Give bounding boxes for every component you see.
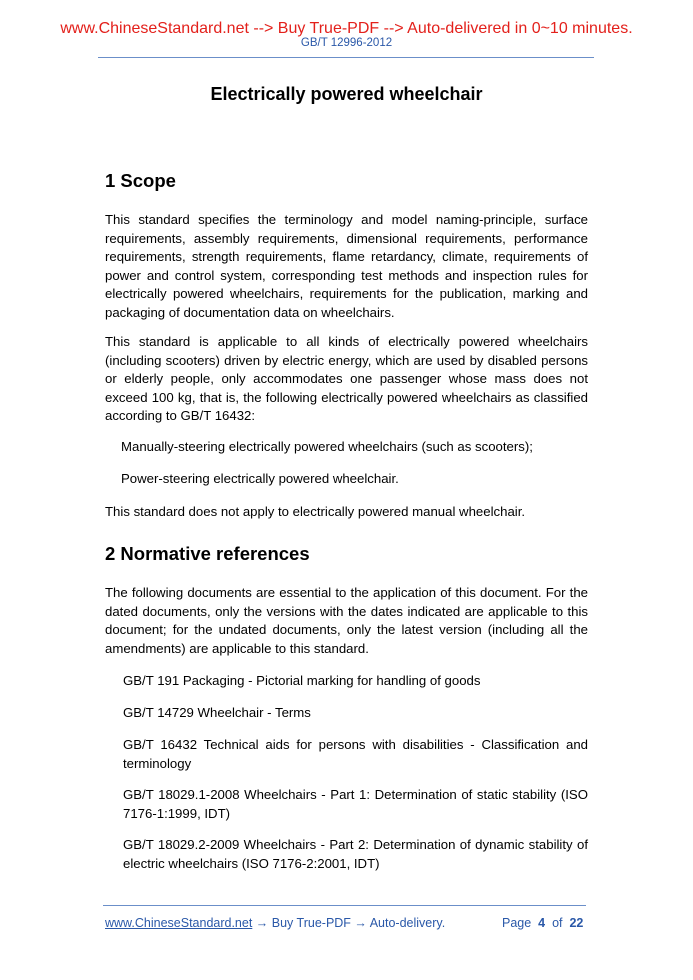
reference-item: GB/T 191 Packaging - Pictorial marking for handling of goods xyxy=(123,673,481,688)
scope-paragraph-exclusion: This standard does not apply to electrically powered manual wheelchair. xyxy=(105,504,526,519)
footer-links-text: → Buy True-PDF → Auto-delivery. xyxy=(252,916,446,930)
scope-item-manual-steering: Manually-steering electrically powered wheelchairs (such as scooters); xyxy=(121,439,533,454)
reference-item: GB/T 18029.1-2008 Wheelchairs - Part 1: Determination of static stability (ISO 7176-1:1999, IDT) xyxy=(123,787,588,821)
page-of: of xyxy=(552,916,563,930)
page-label: Page xyxy=(502,916,532,930)
reference-item: GB/T 14729 Wheelchair - Terms xyxy=(123,705,311,720)
page-total: 22 xyxy=(569,916,584,930)
page-indicator xyxy=(502,915,583,931)
footer-divider xyxy=(103,905,586,906)
scope-paragraph-2: This standard is applicable to all kinds of electrically powered wheelchairs (including scooters) driven by electric energy, which are used by disabled persons or elderly people, only accommodates one passenger whose mass does not exceed 100 kg, that is, the following electrically powered wheelchairs as classified according to GB/T 16432: xyxy=(105,334,588,424)
promo-banner[interactable]: www.ChineseStandard.net --> Buy True-PDF --> Auto-delivered in 0~10 minutes. xyxy=(60,20,633,37)
scope-item-power-steering: Power-steering electrically powered wheelchair. xyxy=(121,471,399,486)
footer-site-link[interactable]: www.ChineseStandard.net xyxy=(105,916,253,930)
reference-item: GB/T 18029.2-2009 Wheelchairs - Part 2: Determination of dynamic stability of electric wheelchairs (ISO 7176-2:2001, IDT) xyxy=(123,837,588,871)
page-current: 4 xyxy=(538,916,546,930)
header-divider xyxy=(98,57,594,58)
standard-code-header: GB/T 12996-2012 xyxy=(300,37,393,49)
reference-item: GB/T 16432 Technical aids for persons with disabilities - Classification and terminology xyxy=(123,737,588,771)
scope-paragraph-1: This standard specifies the terminology and model naming-principle, surface requirements, assembly requirements, dimensional requirements, performance requirements, strength requirements, flame retardancy, climate, requirements of power and control system, corresponding test methods and inspection rules for electrically powered wheelchairs, requirements for the publication, marking and packaging of documentation data on wheelchairs. xyxy=(105,212,588,320)
section-heading-scope: 1 Scope xyxy=(105,170,176,191)
document-title: Electrically powered wheelchair xyxy=(210,84,483,104)
section-heading-normative-references: 2 Normative references xyxy=(105,543,310,564)
footer-purchase-link[interactable] xyxy=(105,915,445,931)
normative-intro-paragraph: The following documents are essential to the application of this document. For the dated documents, only the versions with the dates indicated are applicable to this document; for the undated documents, only the latest version (including all the amendments) are applicable to this standard. xyxy=(105,585,588,656)
